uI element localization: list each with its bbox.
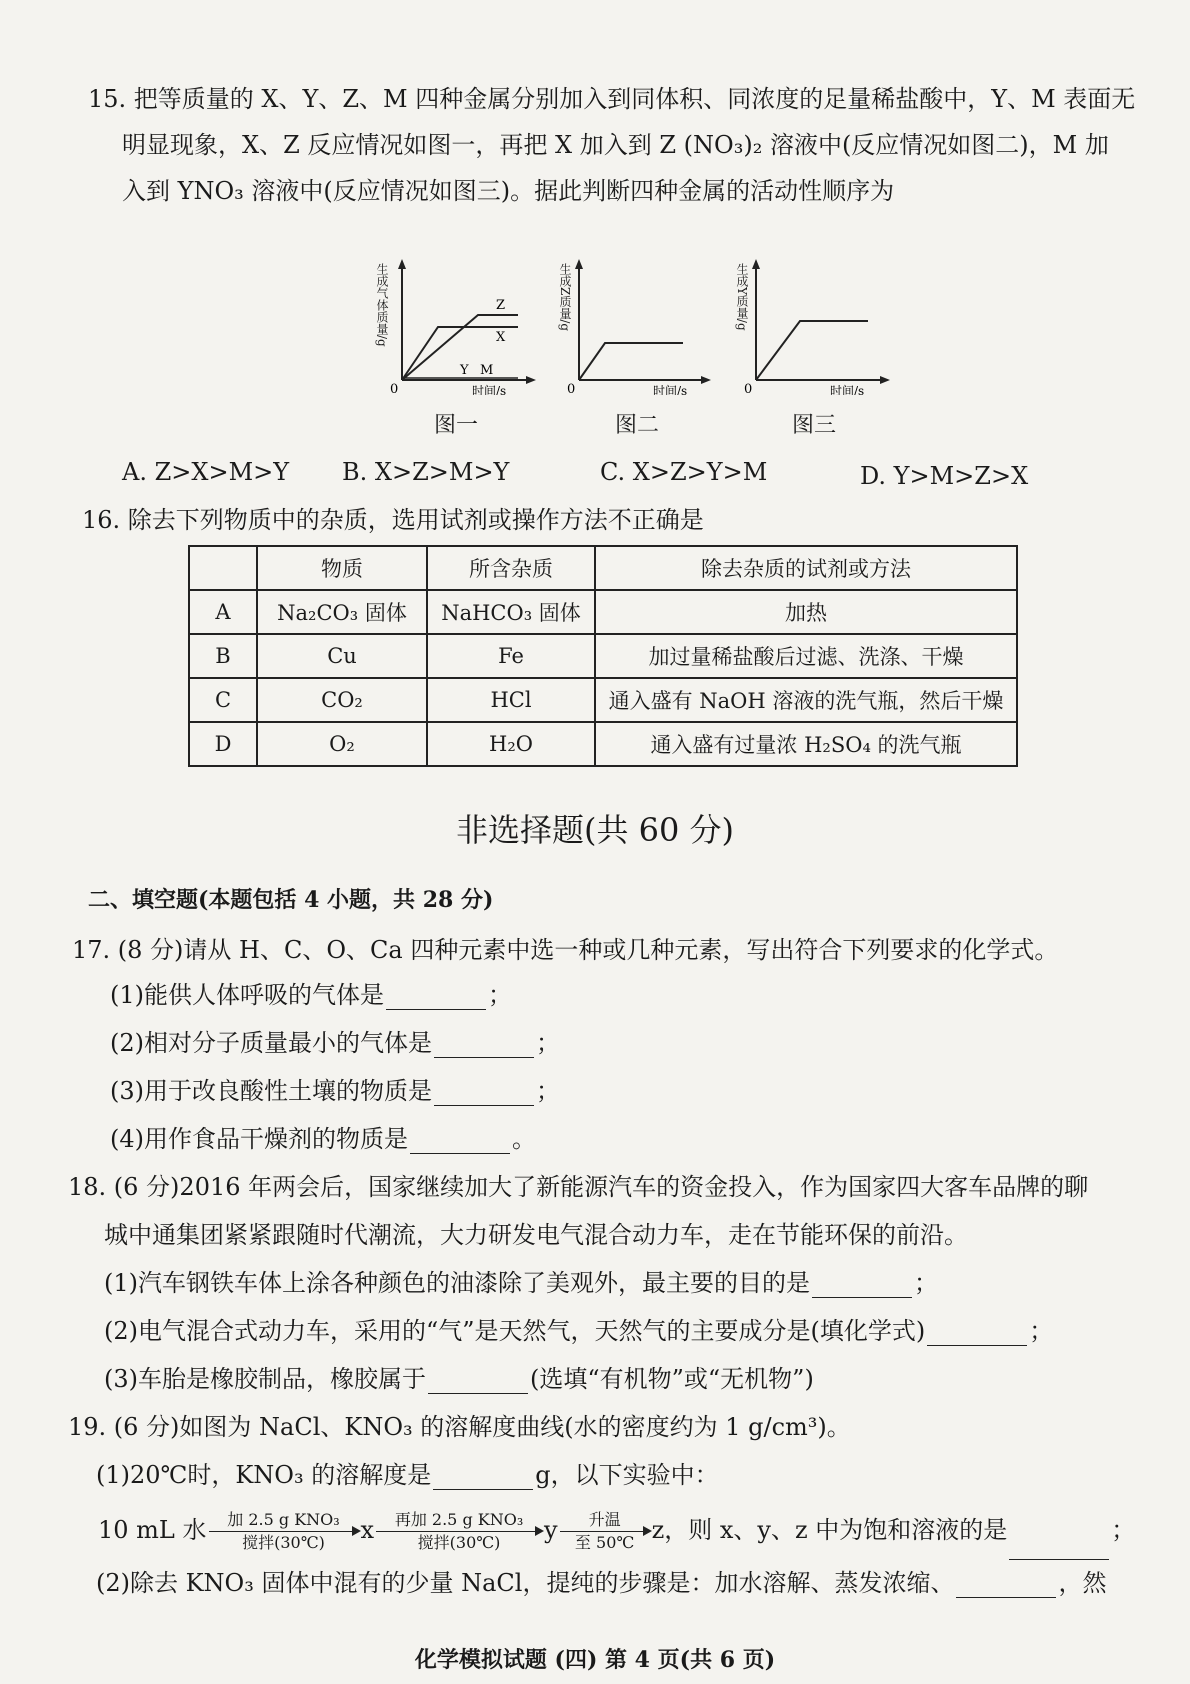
answer-blank[interactable] [927,1323,1027,1346]
table-cell: 通入盛有过量浓 H₂SO₄ 的洗气瓶 [595,722,1017,766]
q19-item-2-text: (2)除去 KNO₃ 固体中混有的少量 NaCl，提纯的步骤是：加水溶解、蒸发浓缩、 [96,1569,955,1597]
table-cell: 加过量稀盐酸后过滤、洗涤、干燥 [595,634,1017,678]
q15-option-a: A. Z>X>M>Y [122,458,290,486]
q18-item-2 [104,1316,1053,1346]
table-cell: 加热 [595,590,1017,634]
fig2-xlabel: 时间/s [653,384,688,395]
fig2-origin: 0 [567,382,576,395]
fig2-ylabel: 生成Z质量/g [558,263,572,332]
q18-item-3-text: (3)车胎是橡胶制品，橡胶属于 [104,1365,426,1393]
flow-arrow-3 [560,1509,650,1554]
flow-end: ； [1111,1516,1136,1544]
q19-flow [98,1500,1135,1560]
table-cell: NaHCO₃ 固体 [427,590,595,634]
arrow-3-bottom: 至 50℃ [574,1533,635,1552]
q18-item-3 [104,1364,814,1394]
table-cell: A [189,590,257,634]
table-row [189,722,1017,766]
q15-option-d: D. Y>M>Z>X [860,462,1029,490]
fig1-xlabel: 时间/s [472,384,507,395]
q17-item-1-text: (1)能供人体呼吸的气体是 [110,981,384,1009]
flow-arrow-2 [376,1509,542,1554]
fig1-label-x: X [496,330,506,345]
q18-item-1 [104,1268,938,1298]
table-cell: B [189,634,257,678]
flow-node-x: x [360,1516,375,1544]
q15-line2: 明显现象，X、Z 反应情况如图一，再把 X 加入到 Z (NO₃)₂ 溶液中(反应情况如图二)，M 加 [122,131,1109,159]
flow-start: 10 mL 水 [98,1516,207,1544]
table-cell: CO₂ [257,678,427,722]
table-row [189,634,1017,678]
figure-2 [543,255,713,399]
q17-item-3-text: (3)用于改良酸性土壤的物质是 [110,1077,432,1105]
q19-item-1-text: (1)20℃时，KNO₃ 的溶解度是 [96,1461,432,1489]
q19-item-1-tail: g，以下实验中： [535,1461,719,1489]
figure-1 [360,255,540,399]
q19-item-2-end: ，然 [1058,1569,1107,1597]
q19-item-2 [96,1568,1106,1598]
q18-item-1-end: ； [914,1269,938,1297]
table-header-row [189,546,1017,590]
answer-blank[interactable] [428,1371,528,1394]
q17-item-2-end: ； [536,1029,560,1057]
fig1-label-m: M [480,363,494,378]
table-header-cell: 所含杂质 [427,546,595,590]
answer-blank[interactable] [1009,1537,1109,1560]
fig1-label-z: Z [496,298,506,313]
q18-item-2-text: (2)电气混合式动力车，采用的“气”是天然气，天然气的主要成分是(填化学式) [104,1317,926,1345]
table-cell: Na₂CO₃ 固体 [257,590,427,634]
arrow-1-top: 加 2.5 g KNO₃ [227,1510,340,1529]
arrow-3-top: 升温 [588,1510,621,1529]
table-row [189,678,1017,722]
table-cell: D [189,722,257,766]
table-cell: H₂O [427,722,595,766]
fig3-ylabel: 生成Y质量/g [735,263,749,331]
q17-item-3 [110,1076,560,1106]
figure-3 [720,255,890,399]
q15-option-c: C. X>Z>Y>M [600,458,768,486]
section-title: 非选择题(共 60 分) [455,811,735,849]
q19-item-1 [96,1460,719,1490]
answer-blank[interactable] [812,1275,912,1298]
answer-blank[interactable] [410,1131,510,1154]
q18-item-3-end: (选填“有机物”或“无机物”) [530,1365,814,1393]
q16-stem: 16. 除去下列物质中的杂质，选用试剂或操作方法不正确是 [82,506,704,534]
q15-option-b: B. X>Z>M>Y [342,458,510,486]
q19-stem: 19. (6 分)如图为 NaCl、KNO₃ 的溶解度曲线(水的密度约为 1 g/cm³)。 [68,1413,851,1441]
q17-item-1 [110,980,512,1010]
q16-table [188,545,1018,767]
q18-line1: 18. (6 分)2016 年两会后，国家继续加大了新能源汽车的资金投入，作为国家四大客车品牌的聊 [68,1173,1089,1201]
q17-stem: 17. (8 分)请从 H、C、O、Ca 四种元素中选一种或几种元素，写出符合下列要求的化学式。 [72,936,1059,964]
q18-item-2-end: ； [1029,1317,1054,1345]
arrow-2-top: 再加 2.5 g KNO₃ [394,1510,524,1529]
table-cell: Fe [427,634,595,678]
table-cell: HCl [427,678,595,722]
fig3-curve [756,321,868,380]
answer-blank[interactable] [956,1575,1056,1598]
q17-item-2-text: (2)相对分子质量最小的气体是 [110,1029,432,1057]
fig1-ylabel: 生成气体质量/g [375,263,389,347]
q15-line1: 15. 把等质量的 X、Y、Z、M 四种金属分别加入到同体积、同浓度的足量稀盐酸中，Y、M 表面无 [88,85,1136,113]
table-cell: C [189,678,257,722]
q18-line2: 城中通集团紧紧跟随时代潮流，大力研发电气混合动力车，走在节能环保的前沿。 [104,1221,968,1249]
q17-item-2 [110,1028,560,1058]
table-header-cell: 物质 [257,546,427,590]
table-cell: O₂ [257,722,427,766]
table-row [189,590,1017,634]
q18-item-1-text: (1)汽车钢铁车体上涂各种颜色的油漆除了美观外，最主要的目的是 [104,1269,810,1297]
table-header-cell: 除去杂质的试剂或方法 [595,546,1017,590]
section2-heading: 二、填空题(本题包括 4 小题，共 28 分) [88,887,494,913]
fig2-caption: 图二 [615,413,660,438]
q17-item-1-end: ； [488,981,512,1009]
fig1-origin: 0 [390,382,399,395]
fig3-xlabel: 时间/s [830,384,865,395]
page-footer: 化学模拟试题 (四) 第 4 页(共 6 页) [414,1647,776,1673]
q17-item-4-end: 。 [512,1125,536,1153]
q17-item-4-text: (4)用作食品干燥剂的物质是 [110,1125,408,1153]
q17-item-3-end: ； [536,1077,560,1105]
q17-item-4 [110,1124,536,1154]
q15-line3: 入到 YNO₃ 溶液中(反应情况如图三)。据此判断四种金属的活动性顺序为 [122,177,895,205]
table-header-cell [189,546,257,590]
answer-blank[interactable] [434,1083,534,1106]
answer-blank[interactable] [434,1035,534,1058]
answer-blank[interactable] [433,1467,533,1490]
arrow-2-bottom: 搅拌(30℃) [417,1533,501,1552]
arrow-1-bottom: 搅拌(30℃) [242,1533,325,1552]
fig1-label-y: Y [460,363,469,378]
flow-arrow-1 [209,1509,359,1554]
flow-node-y: y [544,1516,558,1544]
answer-blank[interactable] [386,987,486,1010]
fig1-caption: 图一 [434,413,479,438]
table-cell: 通入盛有 NaOH 溶液的洗气瓶，然后干燥 [595,678,1017,722]
fig3-caption: 图三 [792,413,837,438]
flow-node-z-tail: z，则 x、y、z 中为饱和溶液的是 [651,1516,1008,1544]
fig3-origin: 0 [744,382,753,395]
fig2-curve [579,343,683,380]
table-cell: Cu [257,634,427,678]
